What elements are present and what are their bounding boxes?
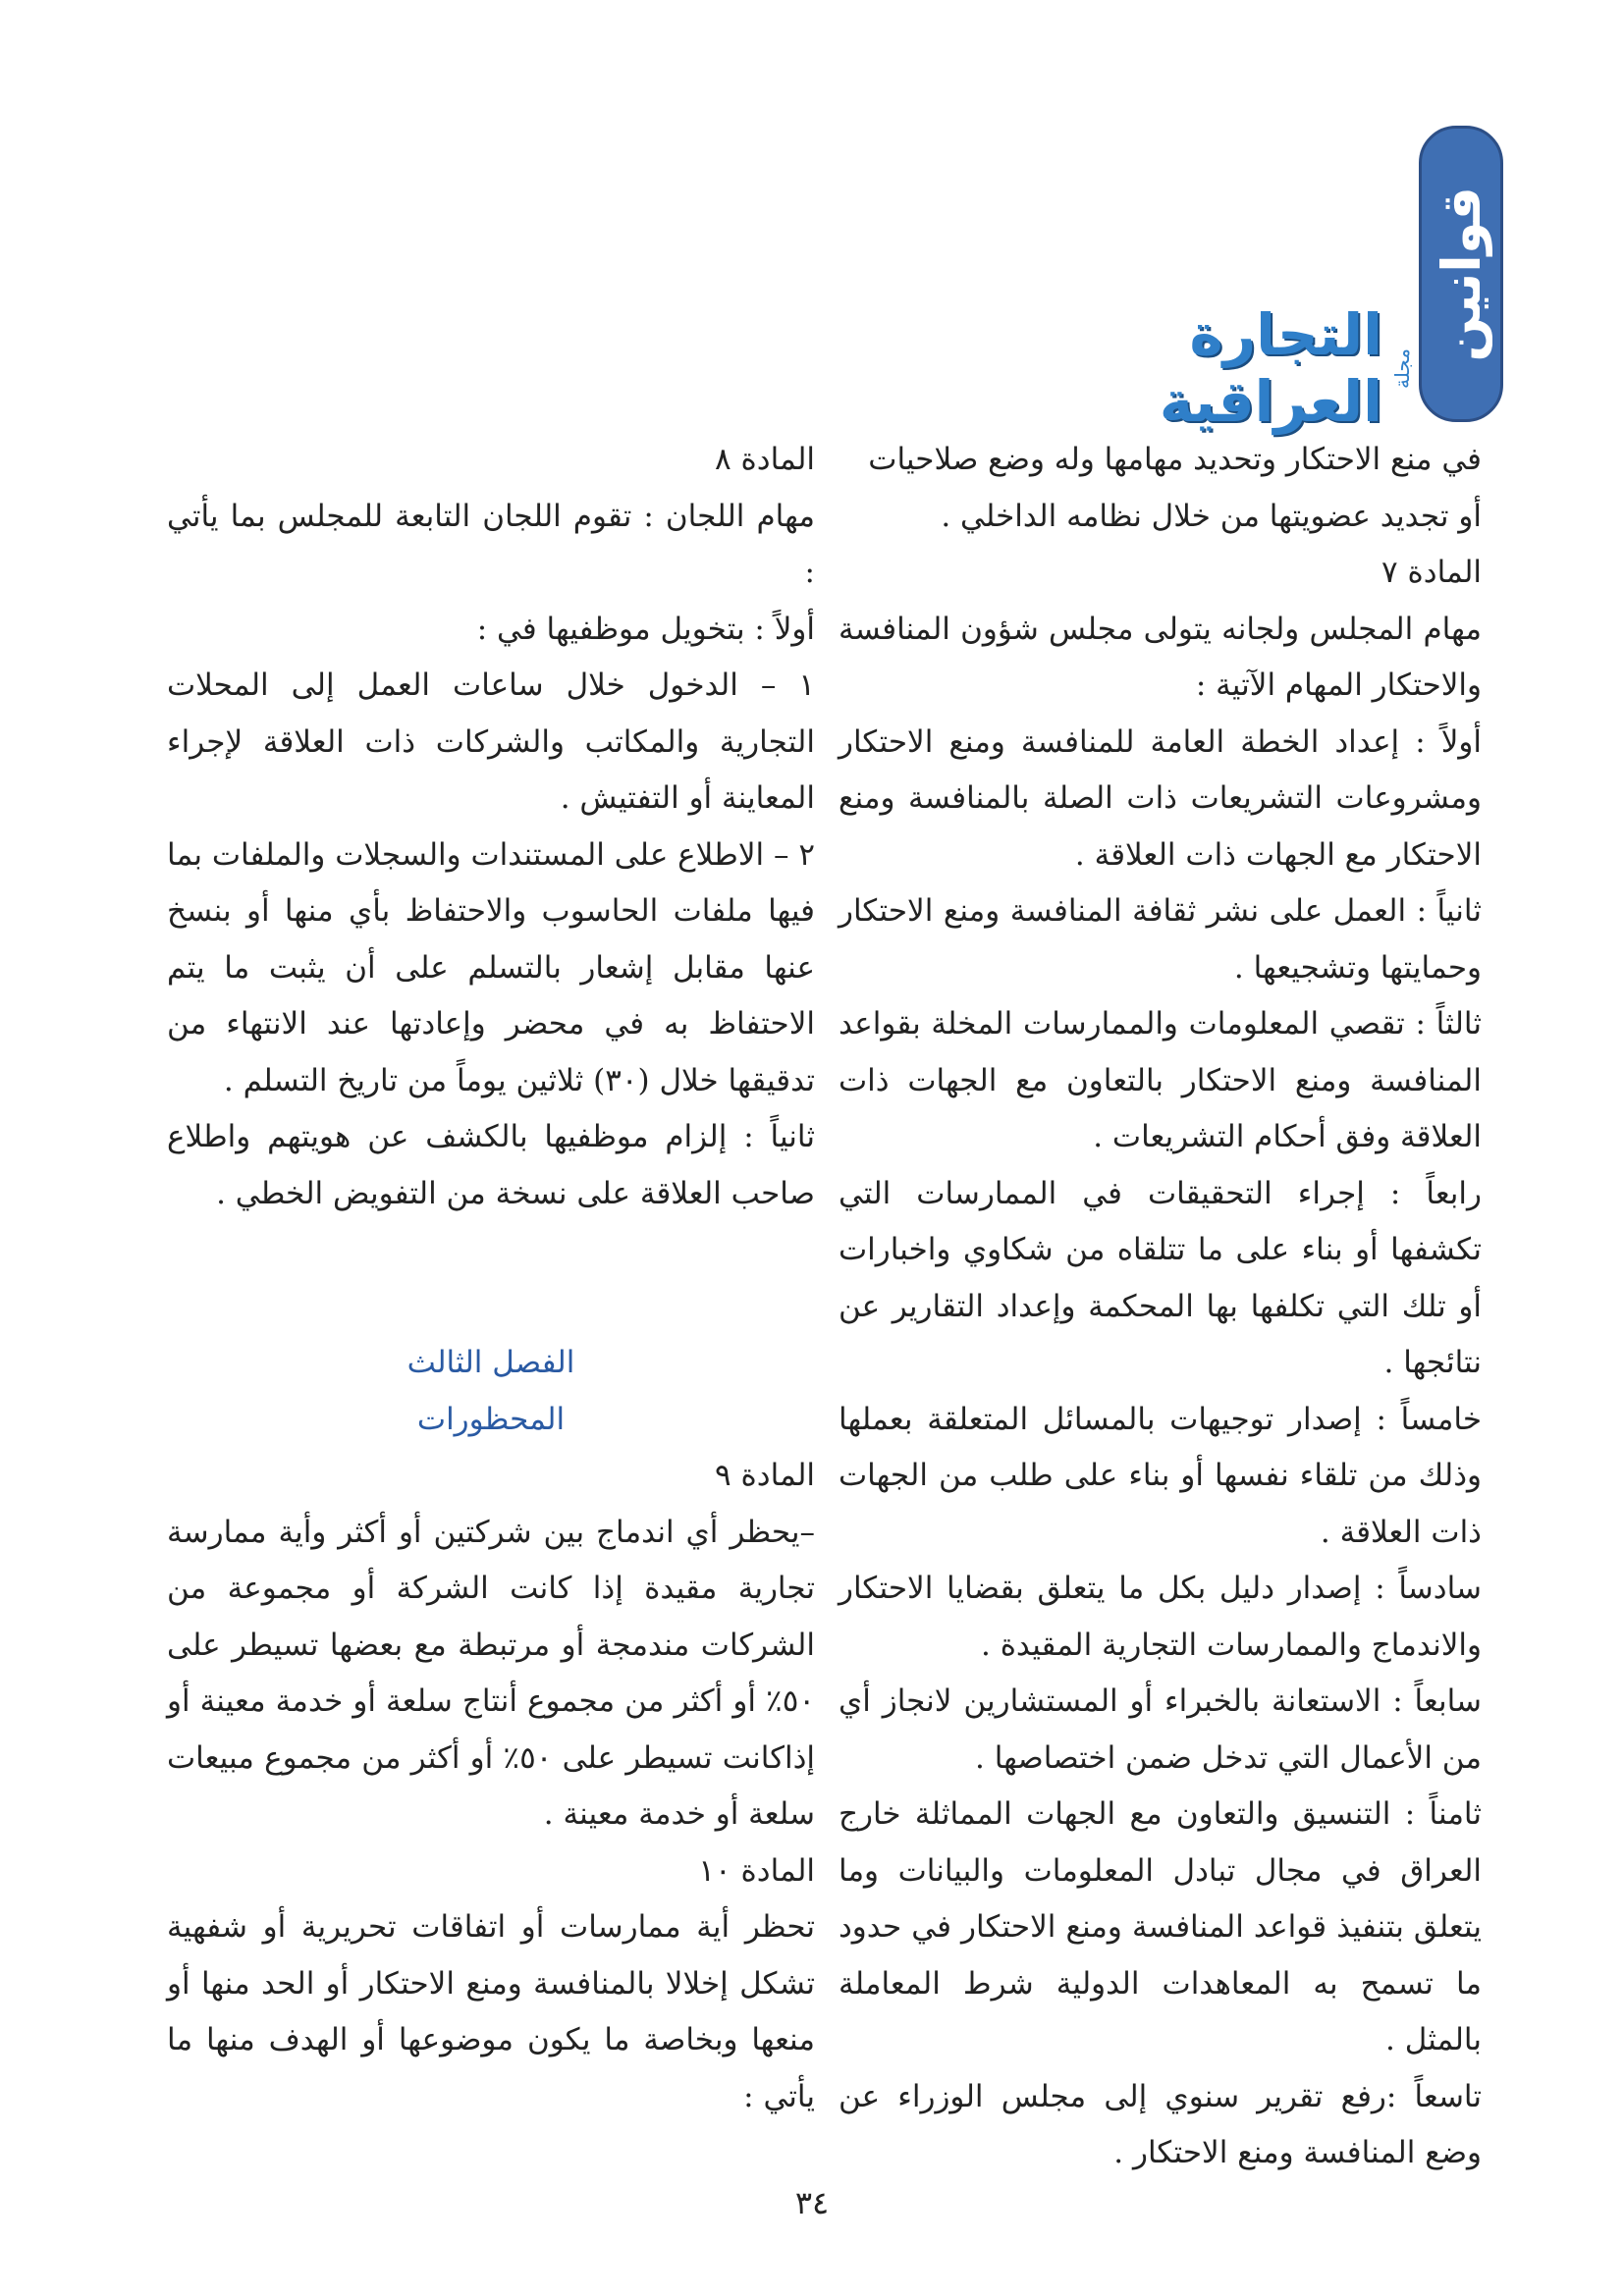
left-column xyxy=(167,432,815,2125)
paragraph: ١ – الدخول خلال ساعات العمل إلى المحلات التجارية والمكاتب والشركات ذات العلاقة لإجراء المعاينة أو التفتيش . xyxy=(167,667,815,816)
paragraph: سابعاً : الاستعانة بالخبراء أو المستشارين لانجاز أي من الأعمال التي تدخل ضمن اختصاصها . xyxy=(839,1683,1482,1776)
paragraph: ثالثاً : تقصي المعلومات والممارسات المخلة بقواعد المنافسة ومنع الاحتكار بالتعاون مع الجهات ذات العلاقة وفق أحكام التشريعات . xyxy=(839,1006,1482,1154)
paragraph: رابعاً : إجراء التحقيقات في الممارسات التي تكشفها أو بناء على ما تتلقاه من شكاوي واخبارات أو تلك التي تكلفها بها المحكمة وإعداد التقارير عن نتائجها . xyxy=(839,1175,1482,1380)
article-7-title: المادة ٧ xyxy=(1381,555,1482,590)
magazine-title: التجارة العراقية xyxy=(1159,301,1382,435)
paragraph: مهام المجلس ولجانه يتولى مجلس شؤون المنافسة والاحتكار المهام الآتية : xyxy=(839,611,1482,703)
article-9-title: المادة ٩ xyxy=(715,1458,815,1493)
paragraph: ثانياً : إلزام موظفيها بالكشف عن هويتهم واطلاع صاحب العلاقة على نسخة من التفويض الخطي . xyxy=(167,1119,815,1211)
paragraph: ٢ – الاطلاع على المستندات والسجلات والملفات بما فيها ملفات الحاسوب والاحتفاظ بأي منها أو بنسخ عنها مقابل إشعار بالتسلم على أن يثبت ما يتم الاحتفاظ به في محضر وإعادتها عند الانتهاء من تدقيقها خلال (٣٠) ثلاثين يوماً من تاريخ التسلم . xyxy=(167,836,815,1098)
paragraph: خامساً : إصدار توجيهات بالمسائل المتعلقة بعملها وذلك من تلقاء نفسها أو بناء على طلب من الجهات ذات العلاقة . xyxy=(839,1401,1482,1550)
paragraph: ثامناً : التنسيق والتعاون مع الجهات المماثلة خارج العراق في مجال تبادل المعلومات والبيانات وما يتعلق بتنفيذ قواعد المنافسة ومنع الاحتكار في حدود ما تسمح به المعاهدات الدولية شرط المعاملة بالمثل . xyxy=(839,1796,1482,2057)
paragraph: سادساً : إصدار دليل بكل ما يتعلق بقضايا الاحتكار والاندماج والممارسات التجارية المقيدة . xyxy=(839,1571,1482,1663)
paragraph: –يحظر أي اندماج بين شركتين أو أكثر وأية ممارسة تجارية مقيدة إذا كانت الشركة أو مجموعة من الشركات مندمجة أو مرتبطة مع بعضها تسيطر على ٥٠٪ أو أكثر من مجموع أنتاج سلعة أو خدمة معينة أو إذاكانت تسيطر على ٥٠٪ أو أكثر من مجموع مبيعات سلعة أو خدمة معينة . xyxy=(167,1514,816,1832)
paragraph: أو تجديد عضويتها من خلال نظامه الداخلي . xyxy=(941,498,1482,534)
right-column xyxy=(839,432,1482,2182)
section-tab-label: قوانين xyxy=(1430,186,1492,362)
section-tab xyxy=(1419,126,1503,422)
chapter-title: الفصل الثالث xyxy=(406,1345,575,1380)
magazine-label: مجلة xyxy=(1390,347,1414,389)
paragraph: ثانياً : العمل على نشر ثقافة المنافسة ومنع الاحتكار وحمايتها وتشجيعها . xyxy=(839,893,1482,986)
article-8-title: المادة ٨ xyxy=(715,442,815,477)
chapter-subtitle: المحظورات xyxy=(416,1401,566,1437)
magazine-masthead xyxy=(1090,301,1414,435)
spacer xyxy=(167,1222,815,1335)
paragraph: في منع الاحتكار وتحديد مهامها وله وضع صلاحيات xyxy=(868,442,1482,477)
paragraph: أولاً : بتخويل موظفيها في : xyxy=(476,611,815,647)
paragraph: تحظر أية ممارسات أو اتفاقات تحريرية أو شفهية تشكل إخلالا بالمنافسة ومنع الاحتكار أو الحد منها أو منعها وبخاصة ما يكون موضوعها أو الهدف منها ما يأتي : xyxy=(167,1909,815,2114)
article-10-title: المادة ١٠ xyxy=(698,1852,815,1889)
paragraph: مهام اللجان : تقوم اللجان التابعة للمجلس بما يأتي : xyxy=(167,498,815,590)
page-number: ٣٤ xyxy=(794,2184,830,2221)
paragraph: أولاً : إعداد الخطة العامة للمنافسة ومنع الاحتكار ومشروعات التشريعات ذات الصلة بالمنافسة ومنع الاحتكار مع الجهات ذات العلاقة . xyxy=(839,723,1482,873)
paragraph: تاسعاً :رفع تقرير سنوي إلى مجلس الوزراء عن وضع المنافسة ومنع الاحتكار . xyxy=(839,2078,1482,2170)
